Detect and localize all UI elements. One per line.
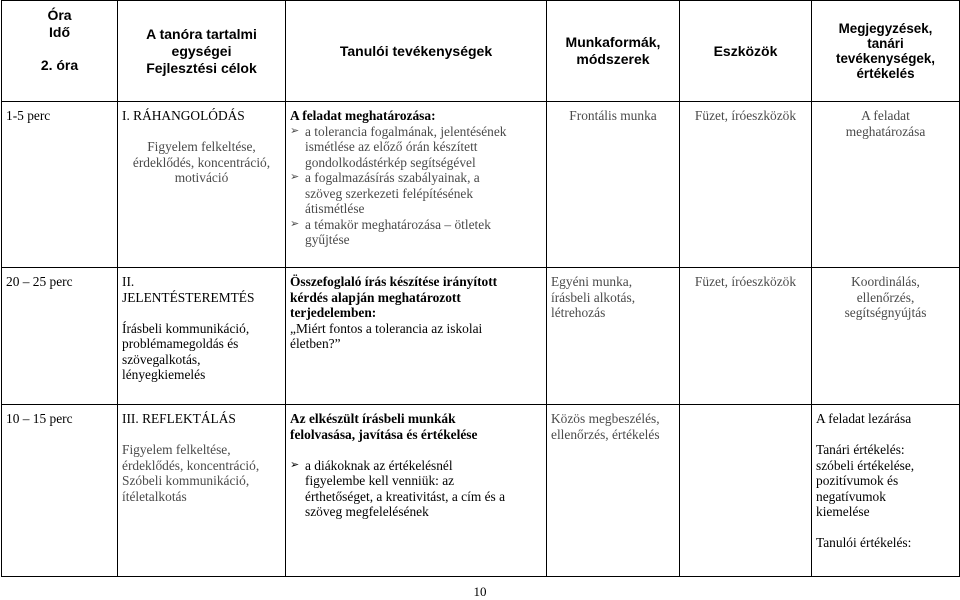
list-item — [290, 458, 542, 520]
list-item-line: a tolerancia fogalmának, jelentésének — [305, 123, 507, 139]
table-row — [2, 405, 960, 577]
header-methods-line2: módszerek — [576, 51, 650, 67]
header-activities: Tanulói tevékenységek — [286, 1, 547, 102]
row2-activity-text-line: életben?” — [290, 336, 341, 351]
row3-notes-line: kiemelése — [816, 504, 870, 519]
row3-time: 10 – 15 perc — [2, 405, 118, 577]
row1-notes — [812, 102, 960, 268]
row1-unit-desc — [122, 139, 281, 186]
page-number: 10 — [473, 584, 487, 599]
row1-unit — [118, 102, 286, 268]
row1-activity-list — [290, 124, 542, 248]
header-tools: Eszközök — [680, 1, 812, 102]
row3-notes-line: Tanári értékelés: — [816, 442, 905, 457]
row2-method — [547, 268, 680, 405]
header-notes-line4: értékelés — [856, 66, 915, 81]
header-content-line2: egységei — [171, 42, 232, 59]
table-row — [2, 268, 960, 405]
list-item-line: figyelembe kell venniük: az — [305, 473, 455, 488]
row1-notes-line: meghatározása — [845, 123, 926, 139]
row2-activity-question — [290, 321, 542, 352]
row1-unit-title: I. RÁHANGOLÓDÁS — [122, 108, 245, 123]
row3-notes-footer: Tanulói értékelés: — [816, 535, 912, 550]
row3-notes — [812, 405, 960, 577]
list-item-line: a fogalmazásírás szabályainak, a — [305, 170, 480, 185]
row1-unit-desc-line: motiváció — [174, 170, 229, 185]
row2-activity-bold-line: terjedelemben: — [290, 305, 377, 320]
row2-activity-bold-line: kérdés alapján meghatározott — [290, 289, 461, 305]
header-time — [2, 1, 118, 102]
header-content-line1: A tanóra tartalmi — [146, 25, 257, 42]
row3-method-line: ellenőrzés, értékelés — [551, 426, 660, 442]
row3-activity-bold-line: Az elkészült írásbeli munkák — [290, 411, 456, 426]
row1-method: Frontális munka — [547, 102, 680, 268]
header-methods — [547, 1, 680, 102]
header-content — [118, 1, 286, 102]
header-row — [2, 1, 960, 102]
list-item-line: gondolkodástérkép segítségével — [305, 154, 476, 170]
row3-notes-line: pozitívumok és — [816, 473, 899, 488]
row3-unit-desc — [122, 442, 281, 504]
row2-notes-line: ellenőrzés, — [856, 289, 915, 305]
arrow-bullet-icon: ➢ — [290, 458, 300, 471]
list-item-line: szöveg megfelelésének — [305, 504, 429, 519]
row3-activity-bold-line: felolvasása, javítása és értékelése — [290, 426, 478, 442]
arrow-bullet-icon: ➢ — [290, 124, 300, 137]
row2-unit-title-1: II. — [122, 274, 135, 289]
row2-unit — [118, 268, 286, 405]
row2-unit-title-2: JELENTÉSTEREMTÉS — [122, 289, 255, 305]
row2-unit-desc-line: Írásbeli kommunikáció, — [122, 320, 250, 336]
header-methods-line1: Munkaformák, — [565, 34, 661, 50]
header-notes — [812, 1, 960, 102]
row3-unit-desc-line: érdeklődés, koncentráció, — [122, 457, 260, 473]
header-notes-line1: Megjegyzések, — [838, 21, 933, 36]
row2-activity-text-line: „Miért fontos a tolerancia az iskolai — [290, 320, 483, 336]
row1-unit-desc-line: érdeklődés, koncentráció, — [132, 154, 271, 170]
row2-activity-heading — [290, 274, 542, 321]
list-item-line: gyűjtése — [305, 232, 350, 247]
row2-unit-desc — [122, 321, 281, 383]
row2-notes-line: segítségnyújtás — [844, 305, 927, 320]
list-item — [290, 124, 542, 171]
list-item-line: átismétlése — [305, 201, 365, 216]
header-notes-line3: tevékenységek, — [835, 51, 935, 66]
header-lesson-number: 2. óra — [40, 57, 79, 73]
row3-unit-desc-line: Szóbeli kommunikáció, — [122, 473, 250, 488]
row3-activity-list — [290, 458, 542, 520]
row3-notes-line: negatívumok — [816, 488, 886, 504]
list-item — [290, 217, 542, 248]
row2-method-line: írásbeli alkotás, — [551, 289, 636, 305]
arrow-bullet-icon: ➢ — [290, 217, 300, 230]
row2-notes-line: Koordinálás, — [851, 274, 920, 289]
row2-time: 20 – 25 perc — [2, 268, 118, 405]
row3-unit-desc-line: Figyelem felkeltése, — [122, 442, 231, 457]
row2-activity-bold-line: Összefoglaló írás készítése irányított — [290, 274, 498, 289]
row3-activity — [286, 405, 547, 577]
row1-unit-desc-line: Figyelem felkeltése, — [147, 139, 256, 154]
row2-unit-desc-line: lényegkiemelés — [122, 367, 206, 382]
arrow-bullet-icon: ➢ — [290, 171, 300, 183]
row3-unit-title: III. REFLEKTÁLÁS — [122, 411, 236, 426]
row1-activity-heading: A feladat meghatározása: — [290, 108, 436, 123]
list-item-line: a témakör meghatározása – ötletek — [305, 216, 491, 232]
row3-method-line: Közös megbeszélés, — [551, 411, 660, 426]
header-time-line1: Óra — [47, 7, 72, 23]
list-item-line: szöveg szerkezeti felépítésének — [305, 185, 474, 201]
header-content-line3: Fejlesztési célok — [146, 59, 257, 76]
row2-unit-desc-line: problémamegoldás és — [122, 336, 239, 351]
table-row — [2, 102, 960, 268]
header-time-line2: Idő — [49, 24, 70, 40]
list-item-line: érthetőséget, a kreativitást, a cím és a — [305, 488, 506, 504]
row1-time: 1-5 perc — [2, 102, 118, 268]
row2-activity — [286, 268, 547, 405]
row3-method — [547, 405, 680, 577]
row3-notes-title: A feladat lezárása — [816, 411, 912, 426]
list-item — [290, 170, 542, 217]
row1-tools: Füzet, íróeszközök — [680, 102, 812, 268]
row3-tools — [680, 405, 812, 577]
row1-notes-line: A feladat — [861, 108, 910, 123]
row3-activity-heading — [290, 411, 542, 442]
row3-unit-desc-line: ítéletalkotás — [122, 488, 187, 504]
row2-method-line: Egyéni munka, — [551, 274, 633, 289]
row2-method-line: létrehozás — [551, 305, 606, 320]
row1-activity — [286, 102, 547, 268]
row2-unit-desc-line: szövegalkotás, — [122, 351, 201, 367]
row3-notes-block — [816, 442, 955, 520]
header-notes-line2: tanári — [867, 36, 904, 51]
list-item-line: ismétlése az előző órán készített — [305, 139, 478, 154]
lesson-plan-table — [1, 0, 960, 577]
list-item-line: a diákoknak az értékelésnél — [305, 457, 453, 473]
row2-tools: Füzet, íróeszközök — [680, 268, 812, 405]
row2-notes — [812, 268, 960, 405]
row3-unit — [118, 405, 286, 577]
row3-notes-line: szóbeli értékelése, — [816, 457, 915, 473]
